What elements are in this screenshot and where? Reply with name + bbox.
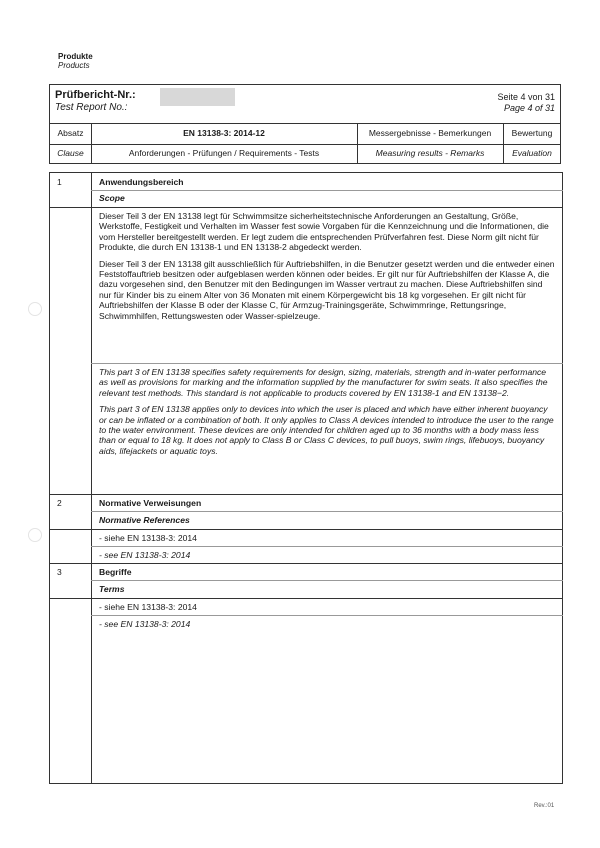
punch-hole-icon (28, 302, 42, 316)
reference-de: - siehe EN 13138-3: 2014 (99, 533, 197, 543)
scope-table (49, 172, 563, 784)
col-results-de: Messergebnisse - Bemerkungen (368, 128, 492, 138)
scope-paragraph-de: Dieser Teil 3 der EN 13138 gilt ausschließlich für Auftriebshilfen, in die Benutzer gesetzt werden und die entweder einen Feststoffauftrieb besitzen oder aufgeblasen werden können oder beides. Er gilt nur für Auftriebshilfen der Klasse A, die dazu vorgesehen sind, den Benutzer mit den Bedingungen im Wasser vertraut zu machen. Diese Auftriebshilfen sind nur für Kinder bis zu einem Alter von 36 Monaten mit einem Körpergewicht bis 18 kg vorgesehen. Er gilt nicht für Auftriebshilfen der Klasse B oder der Klasse C, für Armzug-Trainingsgeräte, Schwimmringe, Rettungsringe, Schwimmhilfen, Rettungswesten oder Wasser-spielzeuge. (99, 258, 555, 321)
reference-en: - see EN 13138-3: 2014 (99, 619, 191, 629)
col-clause-en: Clause (57, 148, 84, 158)
col-clause-de: Absatz (57, 128, 84, 138)
scope-text-en (99, 367, 557, 462)
report-number-label-en: Test Report No.: (55, 102, 128, 113)
category-label-de: Produkte (58, 52, 93, 61)
scope-paragraph-en: This part 3 of EN 13138 specifies safety requirements for design, sizing, materials, strength and in-water performance as well as provisions for marking and the information supplied by the manufacturer for swim seats. It also specifies the relevant test methods. This standard is not applicable to products covered by EN 13138-1 and EN 13138−2. (99, 367, 548, 398)
category-label-en: Products (58, 61, 90, 70)
scope-paragraph-de: Dieser Teil 3 der EN 13138 legt für Schwimmsitze sicherheitstechnische Anforderungen an Gestaltung, Größe, Werkstoffe, Festigkeit und Verhalten im Wasser fest sowie Vorgaben für die Kennzeichnung und die Informationen, die vom Hersteller bereitgestellt werden. Er legt zudem die entsprechenden Prüfverfahren fest. Diese Norm gilt nicht für Produkte, die durch EN 13138-1 und EN 13138-2 abgedeckt werden. (99, 211, 549, 253)
scope-text-de (99, 211, 557, 327)
punch-hole-icon (28, 528, 42, 542)
col-standard: EN 13138-3: 2014-12 (183, 128, 265, 138)
section-title-en: Terms (99, 584, 125, 594)
section-number: 2 (57, 498, 62, 508)
redacted-report-number (160, 88, 235, 106)
section-title-de: Anwendungsbereich (99, 177, 184, 187)
column-header-row-en (50, 144, 560, 163)
col-results-en: Measuring results - Remarks (375, 148, 485, 158)
col-eval-en: Evaluation (512, 148, 552, 158)
column-header-row-de (50, 123, 560, 145)
section-number: 3 (57, 567, 62, 577)
section-number: 1 (57, 177, 62, 187)
section-title-de: Begriffe (99, 567, 132, 577)
scope-paragraph-en: This part 3 of EN 13138 applies only to devices into which the user is placed and which have either inherent buoyancy or can be inflated or a combination of both. It only applies to Class A devices intended to introduce the user to the range to the water environment. These devices are only intended for children aged up to 36 months with a body mass less than or equal to 18 kg. It does not apply to Class B or Class C devices, to pull buoys, swim rings, lifebuoys, buoyancy aids, lifejackets or aquatic toys. (99, 404, 554, 456)
page-number-en: Page 4 of 31 (503, 103, 555, 113)
report-header-table (49, 84, 561, 164)
revision-label: Rev.:01 (534, 803, 555, 809)
section-title-de: Normative Verweisungen (99, 498, 202, 508)
reference-de: - siehe EN 13138-3: 2014 (99, 602, 197, 612)
report-number-row (50, 85, 560, 124)
reference-en: - see EN 13138-3: 2014 (99, 550, 191, 560)
report-number-label-de: Prüfbericht-Nr.: (55, 89, 136, 101)
col-requirements: Anforderungen - Prüfungen / Requirements - Tests (128, 148, 320, 158)
section-title-en: Normative References (99, 515, 190, 525)
page-number-de: Seite 4 von 31 (497, 92, 555, 102)
section-title-en: Scope (99, 193, 125, 203)
col-eval-de: Bewertung (511, 128, 553, 138)
